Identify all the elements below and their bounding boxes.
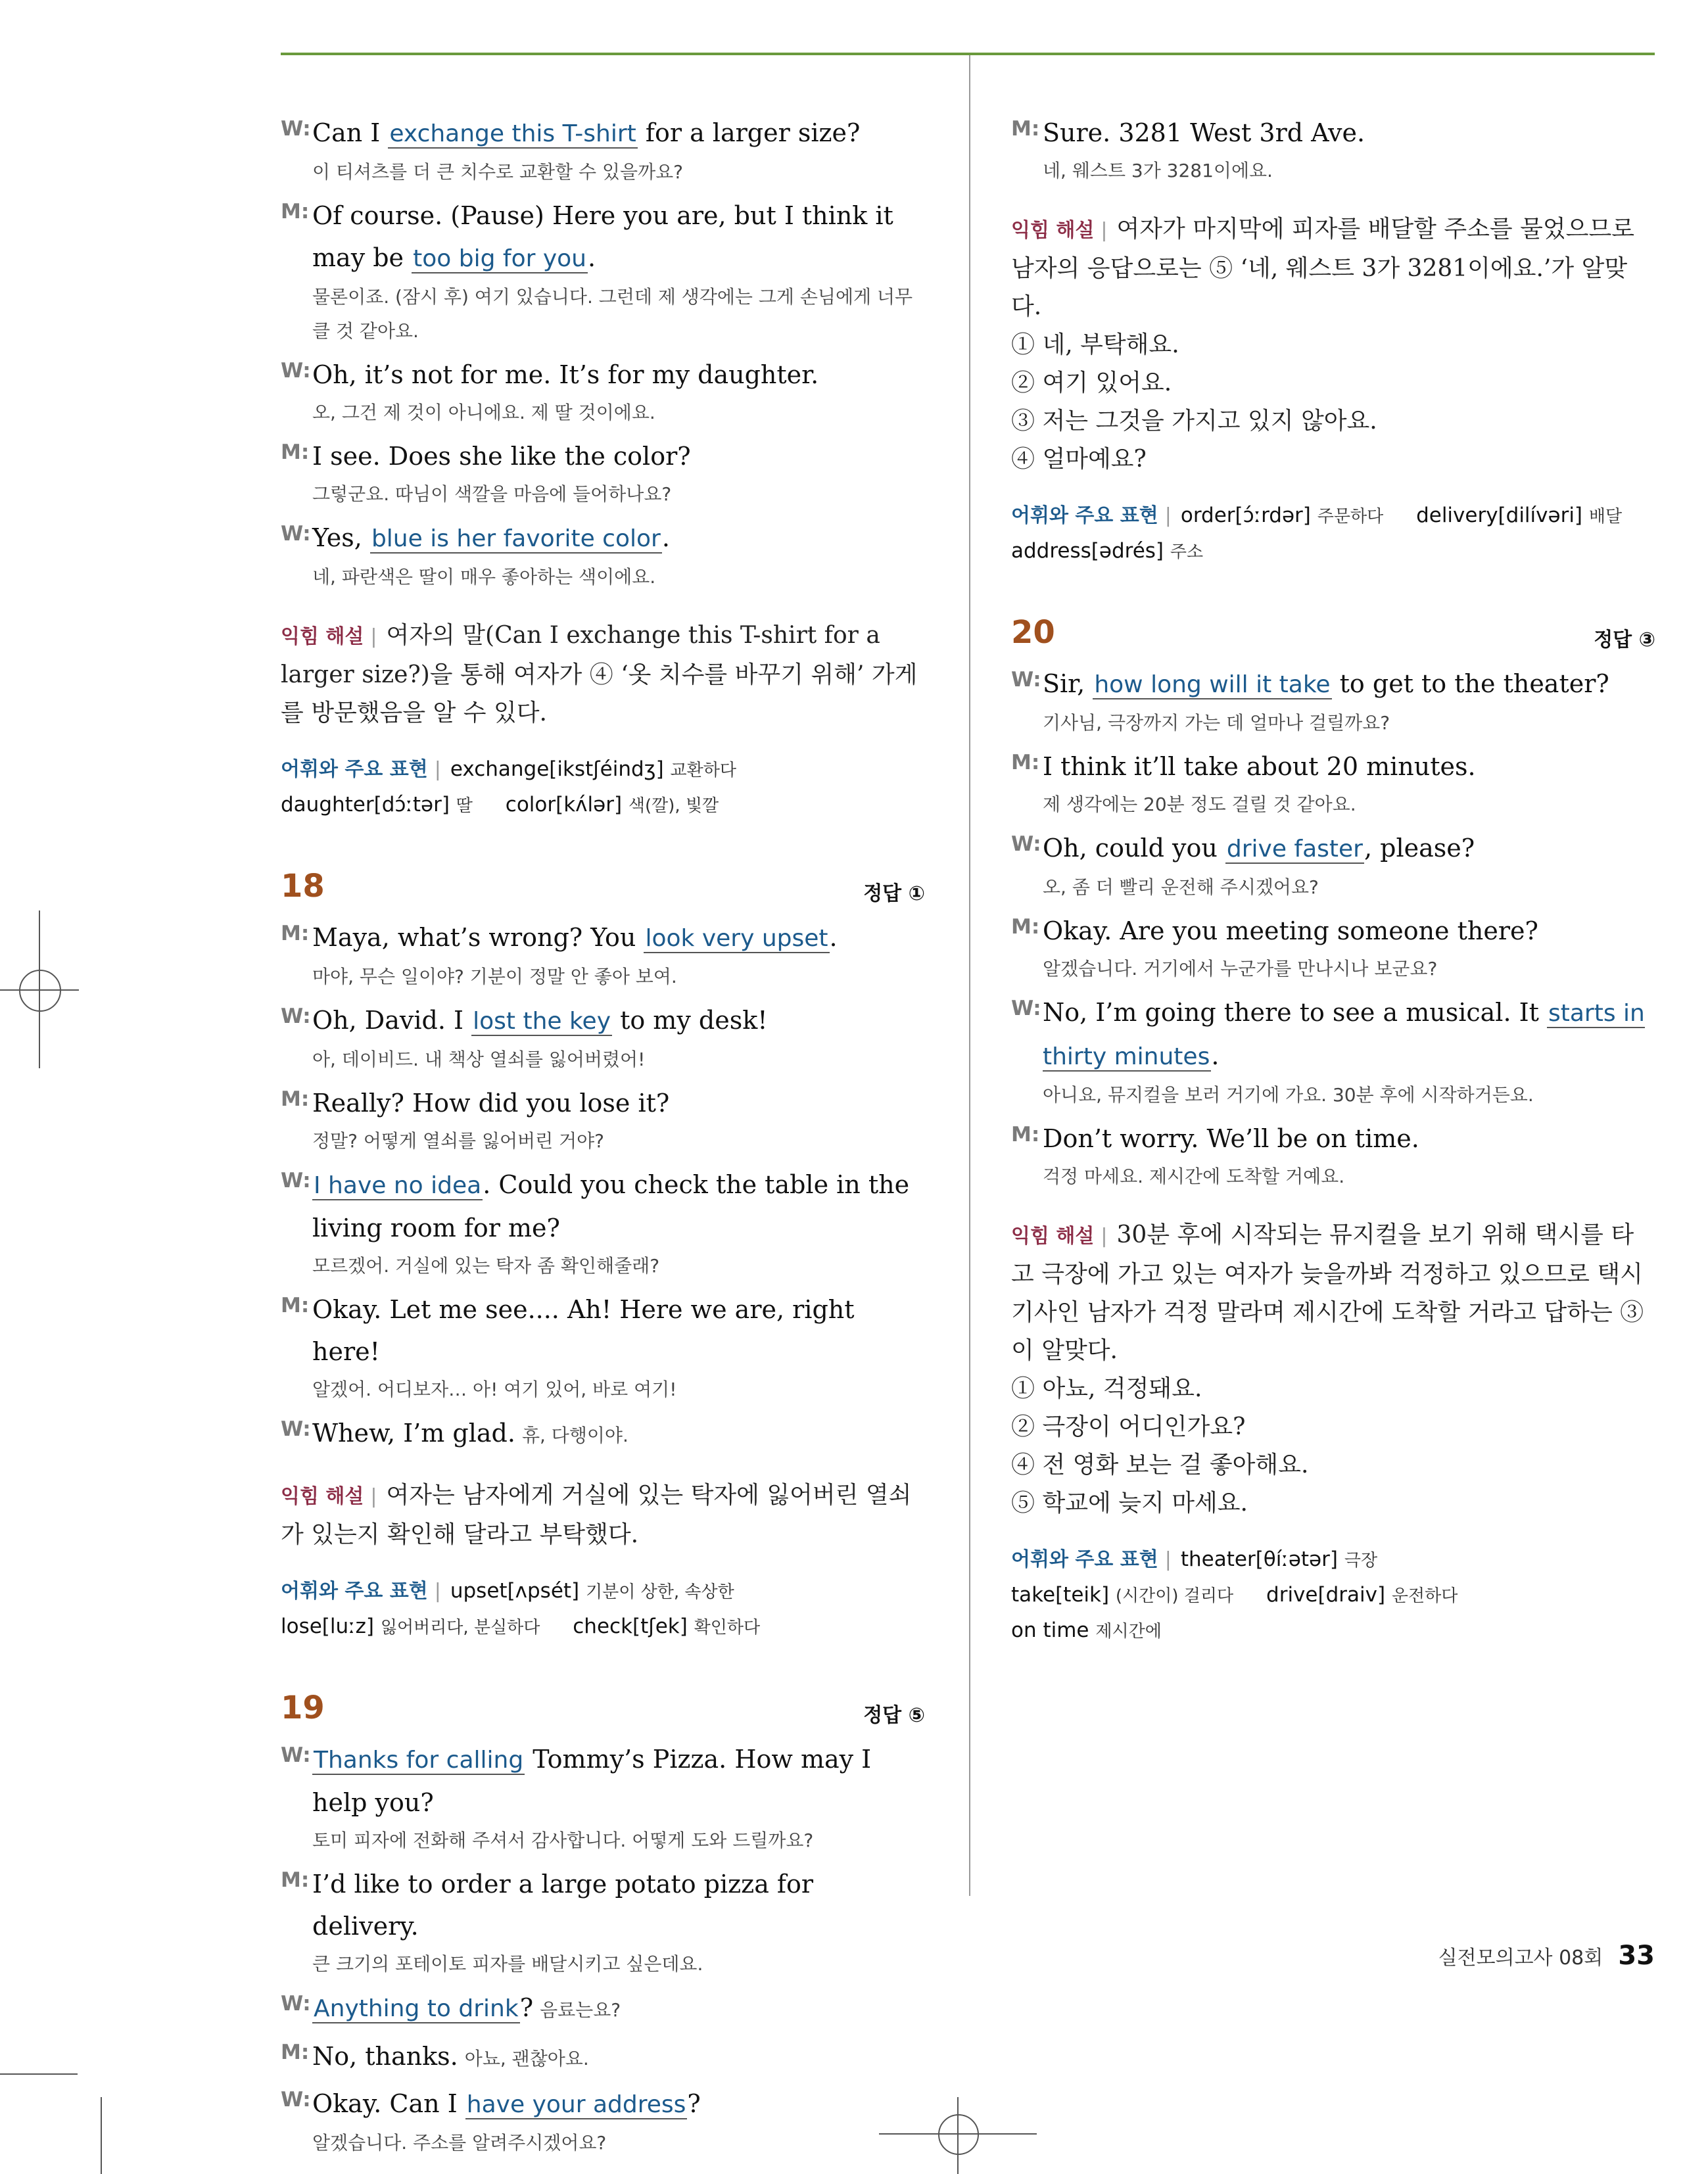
crop-mark (101, 2097, 102, 2174)
choice-item: ② 여기 있어요. (1011, 369, 1172, 396)
dialog-line (281, 195, 925, 348)
dialog-line (281, 1288, 925, 1407)
vocab-word: upset[ʌpsét] (450, 1579, 586, 1603)
speaker-label: W: (281, 1004, 311, 1028)
korean-translation: 아니요, 뮤지컬을 보러 거기에 가요. 30분 후에 시작하거든요. (1043, 1084, 1534, 1106)
dialog-line (281, 1738, 925, 1858)
speaker-label: W: (1011, 668, 1041, 692)
key-expression: lost the key (473, 1008, 611, 1035)
english-line: Thanks for calling Tommy’s Pizza. How may I help you? (312, 1745, 872, 1817)
page-footer (1438, 1941, 1655, 1971)
vocab-meaning: 배달 (1588, 507, 1623, 527)
vocab-item (1266, 1583, 1458, 1607)
korean-translation: 휴, 다행이야. (521, 1425, 629, 1446)
key-expression: how long will it take (1094, 671, 1331, 698)
korean-translation: 알겠습니다. 주소를 알려주시겠어요? (312, 2132, 607, 2154)
english-line: Okay. Can I have your address? (312, 2089, 701, 2118)
vocabulary-label: 어휘와 주요 표현 (281, 758, 428, 781)
vocab-item (450, 757, 736, 781)
korean-translation: 아뇨, 괜찮아요. (464, 2048, 589, 2069)
dialog-line (1011, 827, 1655, 905)
q20-choices (1011, 1370, 1655, 1523)
english-line: Really? How did you lose it? (312, 1089, 670, 1118)
q19-vocabulary (1011, 498, 1655, 569)
registration-mark (19, 970, 61, 1012)
dialog-line (1011, 112, 1655, 188)
english-line: Oh, David. I lost the key to my desk! (312, 1006, 768, 1035)
vocab-meaning: 잃어버리다, 분실하다 (380, 1618, 540, 1638)
english-line: No, I’m going there to see a musical. It starts in thirty minutes. (1043, 998, 1645, 1070)
vocab-meaning: 극장 (1344, 1551, 1378, 1571)
separator: | (434, 1580, 441, 1603)
answer-key: 정답 ⑤ (863, 1704, 925, 1727)
korean-translation: 제 생각에는 20분 정도 걸릴 것 같아요. (1043, 793, 1356, 815)
vocabulary-label: 어휘와 주요 표현 (281, 1580, 428, 1603)
vocab-word: exchange[ikstʃéindʒ] (450, 757, 671, 781)
choice-item: ② 극장이 어디인가요? (1011, 1413, 1246, 1440)
footer-title: 실전모의고사 08회 (1438, 1947, 1603, 1970)
korean-translation: 그렇군요. 따님이 색깔을 마음에 들어하나요? (312, 483, 672, 505)
vocab-meaning: 기분이 상한, 속상한 (586, 1582, 734, 1602)
vocab-word: color[kʌ́lər] (505, 793, 629, 816)
speaker-label: W: (281, 522, 311, 546)
vocab-word: lose[luːz] (281, 1615, 381, 1638)
english-line: Okay. Let me see.... Ah! Here we are, right here! (312, 1295, 855, 1366)
vocab-meaning: 확인하다 (694, 1618, 761, 1638)
choice-item: ① 아뇨, 걱정돼요. (1011, 1375, 1202, 1402)
speaker-label: W: (1011, 832, 1041, 856)
explanation-text: 여자의 말(Can I exchange this T-shirt for a larger size?)을 통해 여자가 ④ ‘옷 치수를 바꾸기 위해’ 가게를 방문했음을 알 수 있다. (281, 622, 918, 726)
speaker-label: M: (281, 1294, 310, 1317)
explanation-label: 익힘 해설 (1011, 219, 1095, 242)
left-column (281, 112, 925, 2165)
choice-item: ⑤ 학교에 늦지 마세요. (1011, 1490, 1248, 1517)
vocab-word: daughter[dɔ́ːtər] (281, 793, 456, 816)
separator: | (1164, 1548, 1172, 1571)
q17-dialog (281, 112, 925, 594)
english-line: I see. Does she like the color? (312, 442, 691, 471)
speaker-label: M: (281, 440, 310, 464)
key-expression: have your address (466, 2091, 686, 2118)
english-line: Maya, what’s wrong? You look very upset. (312, 923, 838, 952)
q19-header (281, 1690, 925, 1729)
column-divider (969, 55, 970, 1896)
speaker-label: M: (281, 200, 310, 224)
english-line: I think it’ll take about 20 minutes. (1043, 752, 1476, 781)
speaker-label: M: (1011, 751, 1040, 774)
explanation-label: 익힘 해설 (281, 625, 364, 648)
vocab-item (506, 793, 719, 816)
vocab-meaning: 주문하다 (1317, 507, 1384, 527)
korean-translation: 큰 크기의 포테이토 피자를 배달시키고 싶은데요. (312, 1953, 703, 1975)
speaker-label: W: (1011, 997, 1041, 1020)
korean-translation: 알겠습니다. 거기에서 누군가를 만나시나 보군요? (1043, 958, 1438, 980)
key-expression: blue is her favorite color (371, 525, 661, 552)
vocab-item (281, 793, 473, 816)
vocab-word: theater[θíːətər] (1180, 1548, 1344, 1571)
vocab-item (1181, 504, 1383, 527)
q20-explanation: 익힘 해설 | 30분 후에 시작되는 뮤지컬을 보기 위해 택시를 타고 극장에 가고 있는 여자가 늦을까봐 걱정하고 있으므로 택시 기사인 남자가 걱정 말라며 제시간에 도착할 거라고 답하는 ③이 알맞다. ① 아뇨, 걱정돼요. ② 극장이 어디인가요? ④ 전 영화 보는 걸 좋아해요. ⑤ 학교에 늦지 마세요. (1011, 1216, 1655, 1523)
speaker-label: M: (281, 2041, 310, 2064)
speaker-label: W: (281, 117, 311, 141)
vocab-meaning: 교환하다 (670, 761, 736, 780)
q18-vocabulary (281, 1574, 925, 1645)
question-number: 18 (281, 868, 325, 905)
speaker-label: W: (281, 1992, 311, 2016)
answer-key: 정답 ① (863, 882, 925, 905)
key-expression: exchange this T-shirt (389, 120, 636, 147)
vocab-meaning: 색(깔), 빛깔 (628, 796, 719, 816)
dialog-line (281, 354, 925, 430)
english-line: Anything to drink? (314, 1993, 534, 2022)
key-expression: drive faster (1226, 836, 1363, 863)
dialog-line (281, 999, 925, 1077)
dialog-line (281, 112, 925, 189)
explanation-text: 30분 후에 시작되는 뮤지컬을 보기 위해 택시를 타고 극장에 가고 있는 여자가 늦을까봐 걱정하고 있으므로 택시 기사인 남자가 걱정 말라며 제시간에 도착할 거라고 답하는 ③이 알맞다. (1011, 1221, 1644, 1364)
speaker-label: W: (281, 2088, 311, 2112)
dialog-line (1011, 663, 1655, 740)
vocab-meaning: 제시간에 (1095, 1622, 1162, 1642)
q18-header (281, 868, 925, 907)
vocab-word: take[teik] (1011, 1583, 1116, 1607)
speaker-label: M: (281, 1868, 310, 1892)
key-expression: Thanks for calling (314, 1747, 524, 1774)
q17-vocabulary (281, 752, 925, 823)
speaker-label: W: (281, 1169, 311, 1193)
english-line: Of course. (Pause) Here you are, but I think it may be too big for you. (312, 201, 893, 272)
english-line: Oh, it’s not for me. It’s for my daughter. (312, 360, 819, 389)
dialog-line (281, 1082, 925, 1158)
dialog-line (1011, 910, 1655, 986)
crop-mark (0, 2073, 78, 2075)
speaker-label: M: (1011, 117, 1040, 141)
korean-translation: 기사님, 극장까지 가는 데 얼마나 걸릴까요? (1043, 712, 1390, 734)
dialog-line (281, 1987, 925, 2030)
key-expression: I have no idea (314, 1172, 482, 1199)
dialog-line (281, 1164, 925, 1283)
explanation-label: 익힘 해설 (1011, 1225, 1095, 1248)
vocab-meaning: (시간이) 걸리다 (1115, 1586, 1234, 1606)
english-line: I have no idea. Could you check the table in the living room for me? (312, 1170, 910, 1242)
choice-item: ③ 저는 그것을 가지고 있지 않아요. (1011, 408, 1377, 435)
q17-explanation: 익힘 해설 | 여자의 말(Can I exchange this T-shirt for a larger size?)을 통해 여자가 ④ ‘옷 치수를 바꾸기 위해’ 가게를 방문했음을 알 수 있다. (281, 622, 918, 726)
korean-translation: 마야, 무슨 일이야? 기분이 정말 안 좋아 보여. (312, 966, 677, 987)
english-line: Yes, blue is her favorite color. (312, 523, 670, 552)
english-line: Can I exchange this T-shirt for a larger size? (312, 118, 861, 147)
vocab-item (1011, 1583, 1233, 1607)
korean-translation: 알겠어. 어디보자… 아! 여기 있어, 바로 여기! (312, 1379, 677, 1400)
speaker-label: M: (281, 1087, 310, 1111)
q19-choices (1011, 326, 1655, 479)
key-expression: Anything to drink (314, 1995, 519, 2022)
dialog-line (281, 1863, 925, 1981)
speaker-label: W: (281, 1743, 311, 1767)
korean-translation: 정말? 어떻게 열쇠를 잃어버린 거야? (312, 1130, 604, 1152)
korean-translation: 네, 파란색은 딸이 매우 좋아하는 색이에요. (312, 566, 656, 588)
key-expression: starts in thirty minutes (1043, 1000, 1645, 1070)
explanation-label: 익힘 해설 (281, 1485, 364, 1508)
korean-translation: 음료는요? (540, 1999, 621, 2021)
vocab-item (573, 1615, 760, 1638)
dialog-line (1011, 991, 1655, 1112)
dialog-line (281, 916, 925, 994)
english-line: Sure. 3281 West 3rd Ave. (1043, 118, 1365, 147)
dialog-line (281, 435, 925, 511)
choice-item: ④ 얼마예요? (1011, 446, 1147, 473)
dialog-line (1011, 1118, 1655, 1194)
vocab-word: delivery[dilívəri] (1416, 504, 1589, 527)
speaker-label: W: (281, 1417, 311, 1441)
choice-item: ④ 전 영화 보는 걸 좋아해요. (1011, 1452, 1309, 1478)
english-line: Whew, I’m glad. (312, 1419, 515, 1448)
korean-translation: 네, 웨스트 3가 3281이에요. (1043, 160, 1273, 181)
explanation-text: 여자는 남자에게 거실에 있는 탁자에 잃어버린 열쇠가 있는지 확인해 달라고 부탁했다. (281, 1482, 912, 1548)
q19-dialog (281, 1738, 925, 2160)
key-expression: too big for you (413, 245, 586, 272)
korean-translation: 토미 피자에 전화해 주셔서 감사합니다. 어떻게 도와 드릴까요? (312, 1830, 814, 1851)
vocab-meaning: 딸 (456, 796, 473, 816)
q20-vocabulary (1011, 1542, 1655, 1649)
separator: | (1164, 504, 1172, 527)
english-line: No, thanks. (312, 2042, 458, 2071)
vocab-word: drive[draiv] (1266, 1583, 1392, 1607)
vocabulary-label: 어휘와 주요 표현 (1011, 1548, 1158, 1571)
right-column (1011, 112, 1655, 1649)
choice-item: ① 네, 부탁해요. (1011, 331, 1179, 358)
key-expression: look very upset (645, 925, 828, 952)
korean-translation: 모르겠어. 거실에 있는 탁자 좀 확인해줄래? (312, 1255, 660, 1277)
vocab-item (1416, 504, 1622, 527)
separator: | (434, 758, 441, 781)
vocab-item (450, 1579, 734, 1603)
korean-translation: 아, 데이비드. 내 책상 열쇠를 잃어버렸어! (312, 1049, 646, 1070)
speaker-label: M: (1011, 915, 1040, 939)
vocab-meaning: 운전하다 (1391, 1586, 1458, 1606)
speaker-label: M: (281, 922, 310, 945)
vocab-item (281, 1615, 540, 1638)
q19-dialog-continued (1011, 112, 1655, 188)
korean-translation: 물론이죠. (잠시 후) 여기 있습니다. 그런데 제 생각에는 그게 손님에게 너무 클 것 같아요. (312, 286, 913, 342)
korean-translation: 오, 좀 더 빨리 운전해 주시겠어요? (1043, 876, 1319, 898)
dialog-line (281, 2083, 925, 2160)
vocab-item (1011, 1619, 1162, 1642)
q20-dialog (1011, 663, 1655, 1194)
english-line: Sir, how long will it take to get to the theater? (1043, 669, 1609, 698)
vocab-meaning: 주소 (1170, 542, 1204, 562)
vocab-word: order[ɔ́ːrdər] (1180, 504, 1317, 527)
q18-dialog (281, 916, 925, 1454)
english-line: Don’t worry. We’ll be on time. (1043, 1124, 1419, 1153)
page-number: 33 (1618, 1941, 1655, 1971)
english-line: I’d like to order a large potato pizza for delivery. (312, 1870, 814, 1941)
english-line: Okay. Are you meeting someone there? (1043, 916, 1538, 945)
korean-translation: 걱정 마세요. 제시간에 도착할 거예요. (1043, 1166, 1345, 1187)
registration-mark (938, 2114, 979, 2155)
vocab-word: address[ədrés] (1011, 539, 1170, 563)
vocabulary-label: 어휘와 주요 표현 (1011, 504, 1158, 527)
question-number: 20 (1011, 614, 1055, 651)
vocab-word: on time (1011, 1619, 1096, 1642)
dialog-line (281, 517, 925, 594)
dialog-line (281, 1412, 925, 1454)
vocab-item (1011, 539, 1203, 563)
q19-explanation: 익힘 해설 | 여자가 마지막에 피자를 배달할 주소를 물었으므로 남자의 응답으로는 ⑤ ‘네, 웨스트 3가 3281이에요.’가 알맞다. ① 네, 부탁해요. ② 여기 있어요. ③ 저는 그것을 가지고 있지 않아요. ④ 얼마예요? (1011, 210, 1655, 479)
q20-header (1011, 614, 1655, 653)
korean-translation: 이 티셔츠를 더 큰 치수로 교환할 수 있을까요? (312, 161, 684, 183)
english-line: Oh, could you drive faster, please? (1043, 834, 1475, 863)
top-rule (281, 53, 1655, 55)
speaker-label: M: (1011, 1123, 1040, 1146)
vocab-item (1181, 1548, 1377, 1571)
dialog-line (1011, 745, 1655, 822)
answer-key: 정답 ③ (1594, 628, 1655, 651)
q18-explanation: 익힘 해설 | 여자는 남자에게 거실에 있는 탁자에 잃어버린 열쇠가 있는지 확인해 달라고 부탁했다. (281, 1482, 912, 1548)
explanation-text: 여자가 마지막에 피자를 배달할 주소를 물었으므로 남자의 응답으로는 ⑤ ‘네, 웨스트 3가 3281이에요.’가 알맞다. (1011, 216, 1634, 320)
korean-translation: 오, 그건 제 것이 아니에요. 제 딸 것이에요. (312, 402, 655, 423)
speaker-label: W: (281, 359, 311, 383)
vocab-word: check[tʃek] (573, 1615, 694, 1638)
dialog-line (281, 2035, 925, 2077)
question-number: 19 (281, 1690, 325, 1726)
